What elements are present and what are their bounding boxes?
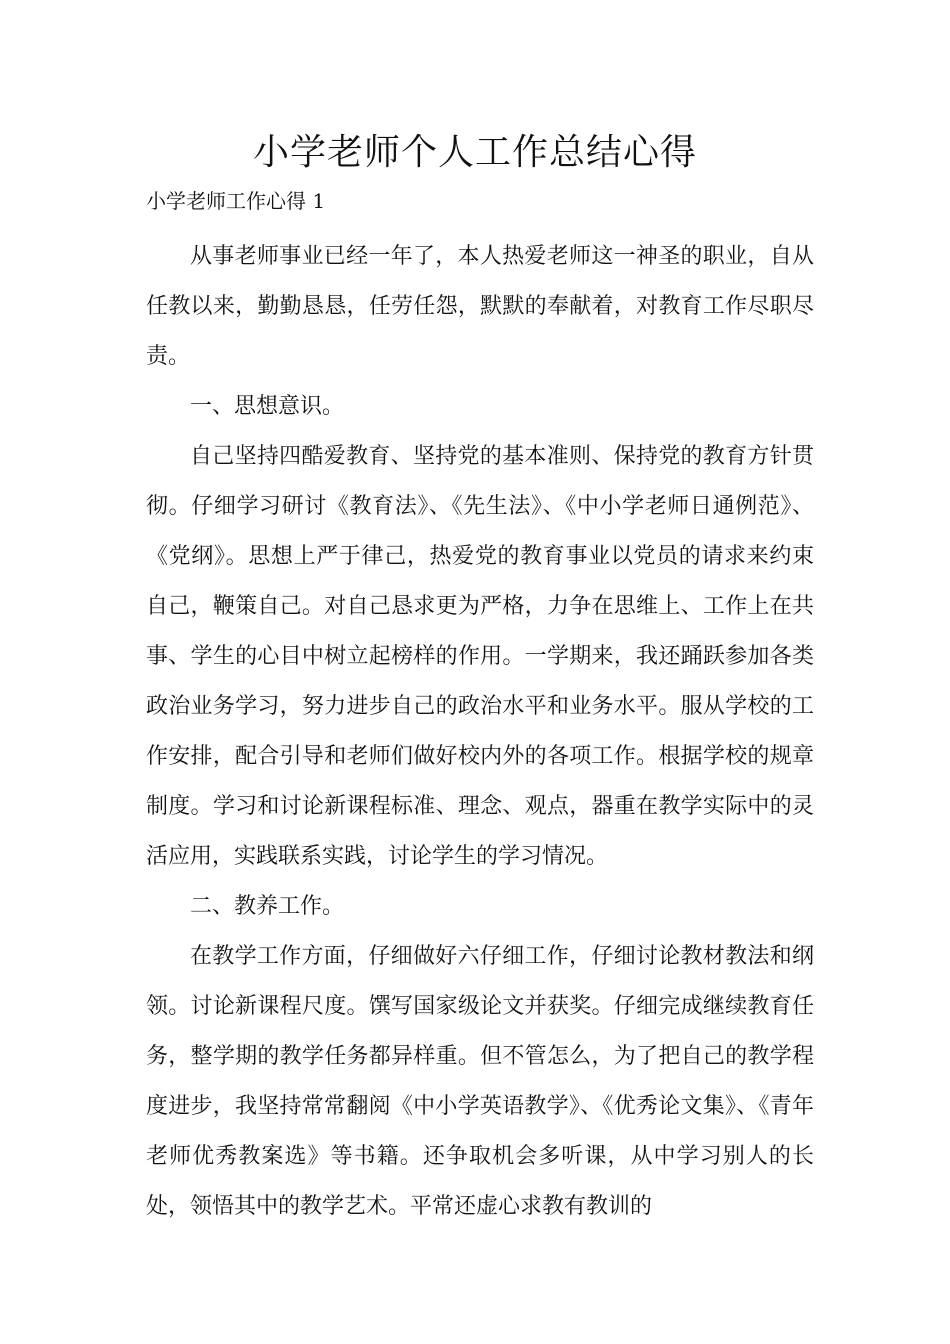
paragraph-ideology: 自己坚持四酷爱教育、坚持党的基本准则、保持党的教育方针贯彻。仔细学习研讨《教育法》、《先生法》、《中小学老师日通例范》、《党纲》。思想上严于律己，热爱党的教育事业以党员的请求来约束自己，鞭策自己。对自己恳求更为严格，力争在思维上、工作上在共事、学生的心目中树立起榜样的作用。一学期来，我还踊跃参加各类政治业务学习，努力进步自己的政治水平和业务水平。服从学校的工作安排，配合引导和老师们做好校内外的各项工作。根据学校的规章制度。学习和讨论新课程标准、理念、观点，器重在教学实际中的灵活应用，实践联系实践，讨论学生的学习情况。: [146, 444, 814, 869]
paragraph-intro: 从事老师事业已经一年了，本人热爱老师这一神圣的职业，自从任教以来，勤勤恳恳，任劳任怨，默默的奉献着，对教育工作尽职尽责。: [146, 244, 814, 369]
section-heading-teaching: 二、教养工作。: [190, 894, 345, 919]
section-heading-ideology: 一、思想意识。: [190, 394, 345, 419]
document-subtitle: 小学老师工作心得 1: [146, 189, 326, 213]
paragraph-teaching: 在教学工作方面，仔细做好六仔细工作，仔细讨论教材教法和纲领。讨论新课程尺度。馔写国家级论文并获奖。仔细完成继续教育任务，整学期的教学任务都异样重。但不管怎么，为了把自己的教学程度进步，我坚持常常翻阅《中小学英语教学》、《优秀论文集》、《青年老师优秀教案选》等书籍。还争取机会多听课，从中学习别人的长处，领悟其中的教学艺术。平常还虚心求教有教训的: [146, 944, 814, 1219]
document-title: 小学老师个人工作总结心得: [252, 132, 697, 173]
document-body: [146, 232, 814, 1232]
